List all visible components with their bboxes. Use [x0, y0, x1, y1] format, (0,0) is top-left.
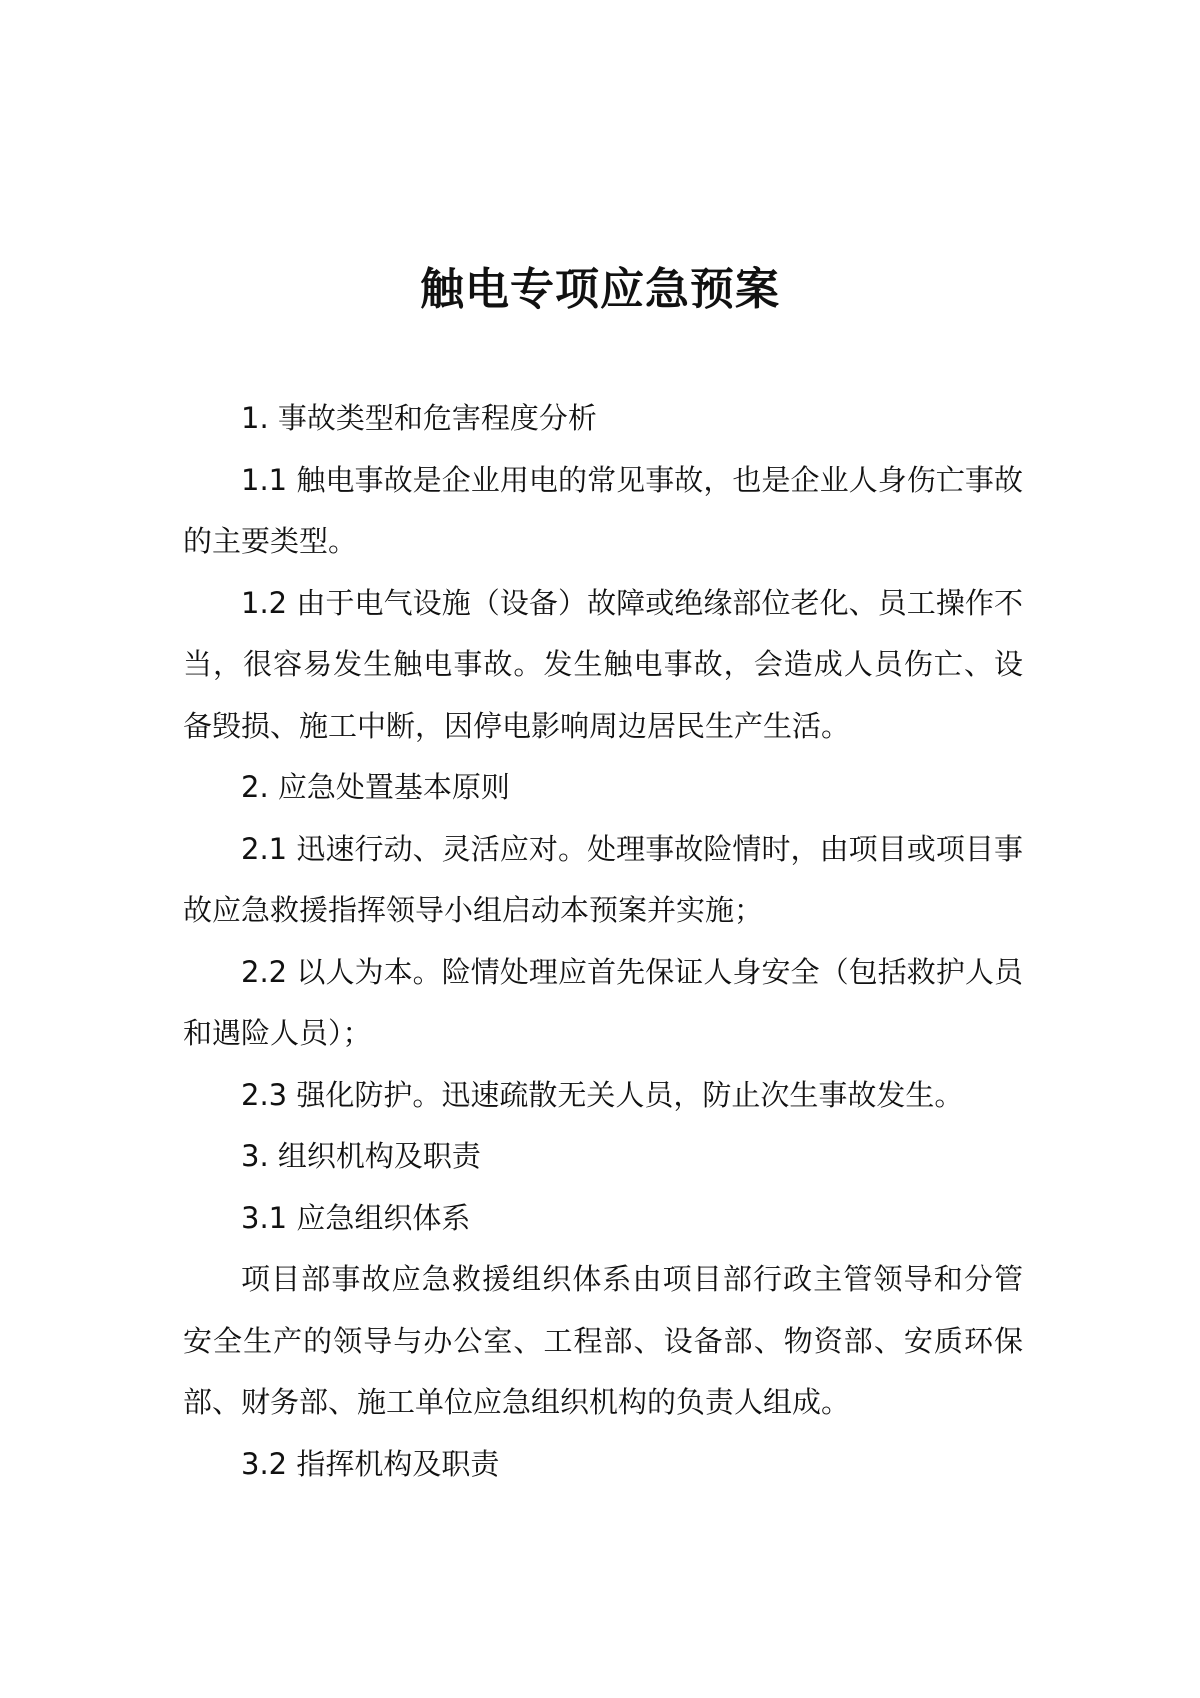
document-title: 触电专项应急预案 — [420, 264, 780, 315]
section-heading-1: 1. 事故类型和危害程度分析 — [241, 401, 597, 435]
paragraph-2-2: 2.2 以人为本。险情处理应首先保证人身安全（包括救护人员和遇险人员）； — [183, 954, 1023, 1050]
subsection-heading-3-1: 3.1 应急组织体系 — [241, 1200, 471, 1235]
paragraph-1-1: 1.1 触电事故是企业用电的常见事故，也是企业人身伤亡事故的主要类型。 — [183, 462, 1023, 558]
section-heading-2: 2. 应急处置基本原则 — [241, 770, 510, 804]
paragraph-2-1: 2.1 迅速行动、灵活应对。处理事故险情时，由项目或项目事故应急救援指挥领导小组启动本预案并实施； — [183, 831, 1023, 927]
paragraph-1-2: 1.2 由于电气设施（设备）故障或绝缘部位老化、员工操作不当，很容易发生触电事故。发生触电事故，会造成人员伤亡、设备毁损、施工中断，因停电影响周边居民生产生活。 — [183, 585, 1023, 743]
subsection-heading-3-2: 3.2 指挥机构及职责 — [241, 1446, 500, 1481]
paragraph-3-1-body: 项目部事故应急救援组织体系由项目部行政主管领导和分管安全生产的领导与办公室、工程部、设备部、物资部、安质环保部、财务部、施工单位应急组织机构的负责人组成。 — [183, 1262, 1023, 1419]
paragraph-2-3: 2.3 强化防护。迅速疏散无关人员，防止次生事故发生。 — [241, 1077, 964, 1112]
document-body — [183, 388, 1023, 1495]
section-heading-3: 3. 组织机构及职责 — [241, 1139, 481, 1173]
